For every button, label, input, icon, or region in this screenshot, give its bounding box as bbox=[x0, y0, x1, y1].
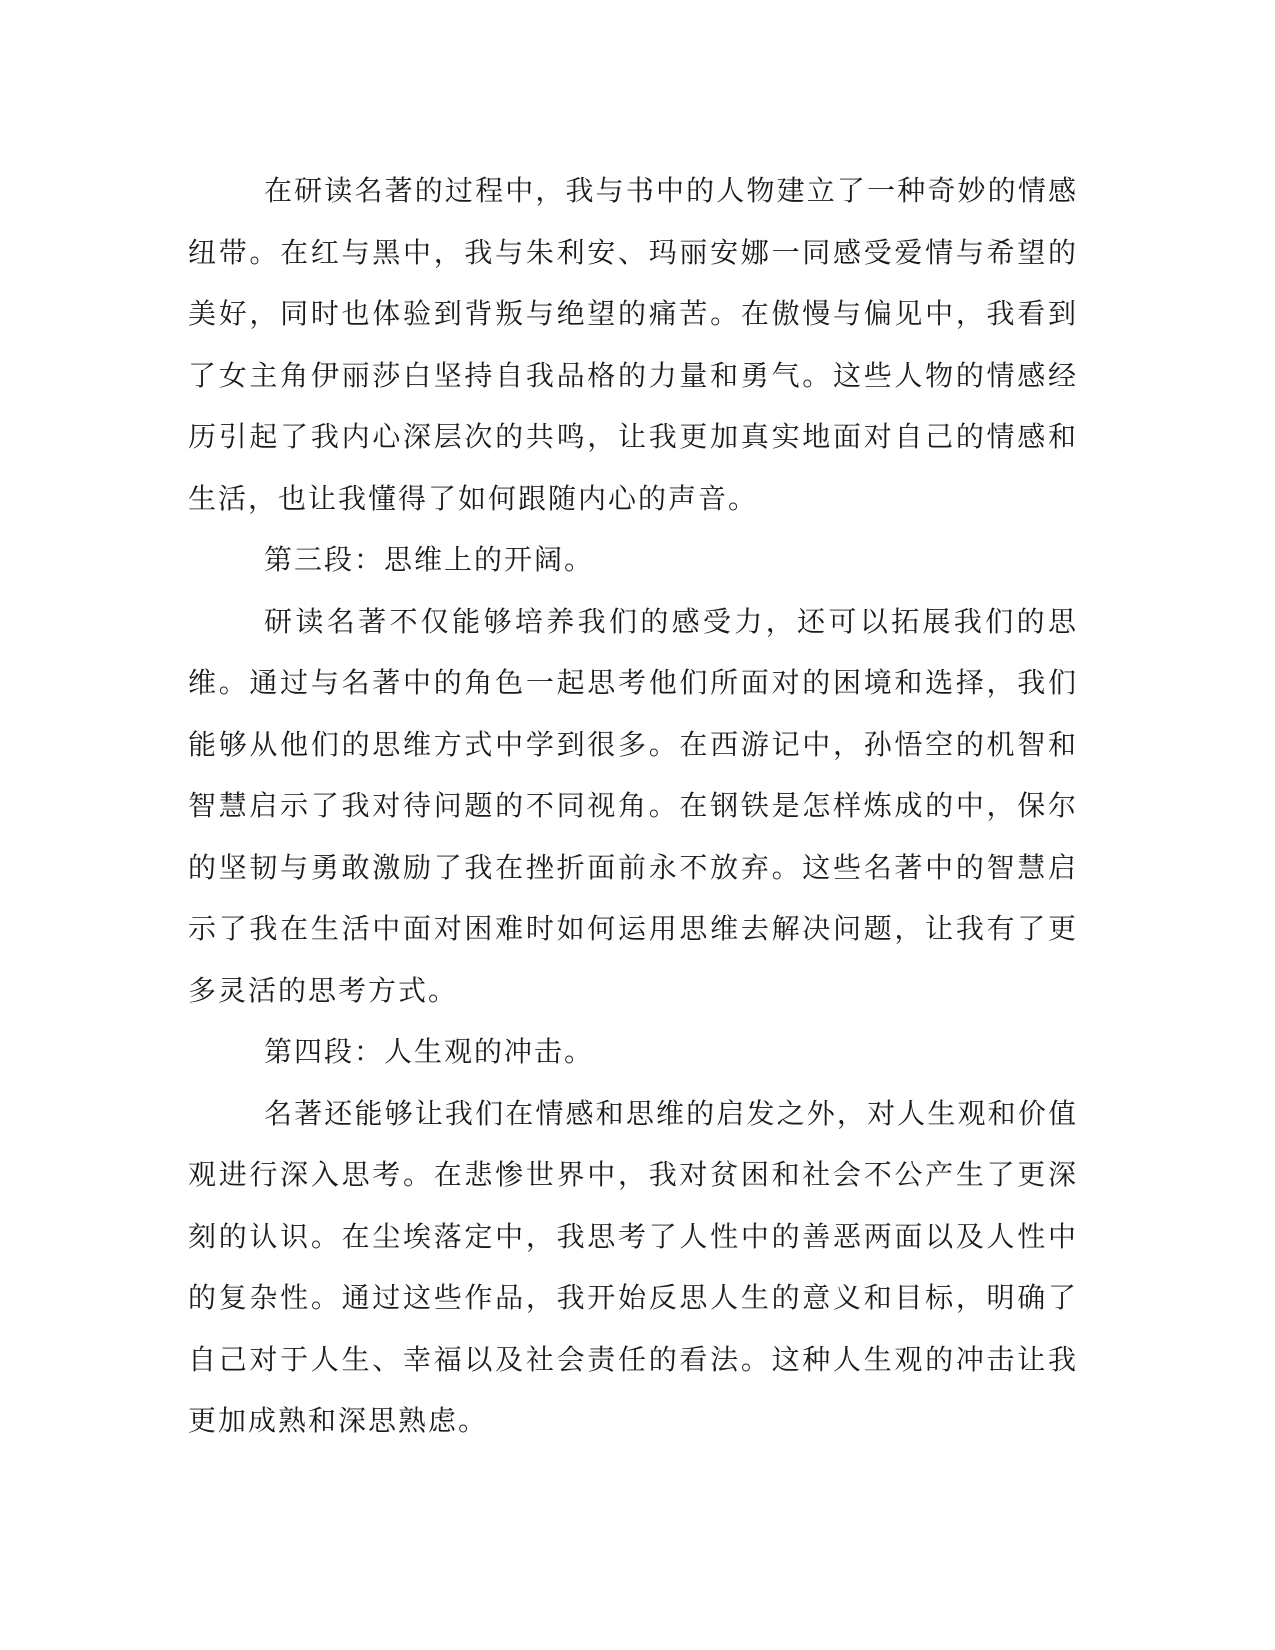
paragraph-life-view: 名著还能够让我们在情感和思维的启发之外，对人生观和价值观进行深入思考。在悲惨世界中，我对贫困和社会不公产生了更深刻的认识。在尘埃落定中，我思考了人性中的善恶两面以及人性中的复杂性。通过这些作品，我开始反思人生的意义和目标，明确了自己对于人生、幸福以及社会责任的看法。这种人生观的冲击让我更加成熟和深思熟虑。 bbox=[188, 1096, 1078, 1437]
paragraph-thinking: 研读名著不仅能够培养我们的感受力，还可以拓展我们的思维。通过与名著中的角色一起思考他们所面对的困境和选择，我们能够从他们的思维方式中学到很多。在西游记中，孙悟空的机智和智慧启示了我对待问题的不同视角。在钢铁是怎样炼成的中，保尔的坚韧与勇敢激励了我在挫折面前永不放弃。这些名著中的智慧启示了我在生活中面对困难时如何运用思维去解决问题，让我有了更多灵活的思考方式。 bbox=[188, 604, 1078, 1007]
section-heading-4: 第四段：人生观的冲击。 bbox=[264, 1035, 595, 1068]
document-body bbox=[188, 160, 1078, 1452]
paragraph-emotional-bond: 在研读名著的过程中，我与书中的人物建立了一种奇妙的情感纽带。在红与黑中，我与朱利安、玛丽安娜一同感受爱情与希望的美好，同时也体验到背叛与绝望的痛苦。在傲慢与偏见中，我看到了女主角伊丽莎白坚持自我品格的力量和勇气。这些人物的情感经历引起了我内心深层次的共鸣，让我更加真实地面对自己的情感和生活，也让我懂得了如何跟随内心的声音。 bbox=[188, 174, 1078, 515]
section-heading-3: 第三段：思维上的开阔。 bbox=[264, 543, 595, 576]
